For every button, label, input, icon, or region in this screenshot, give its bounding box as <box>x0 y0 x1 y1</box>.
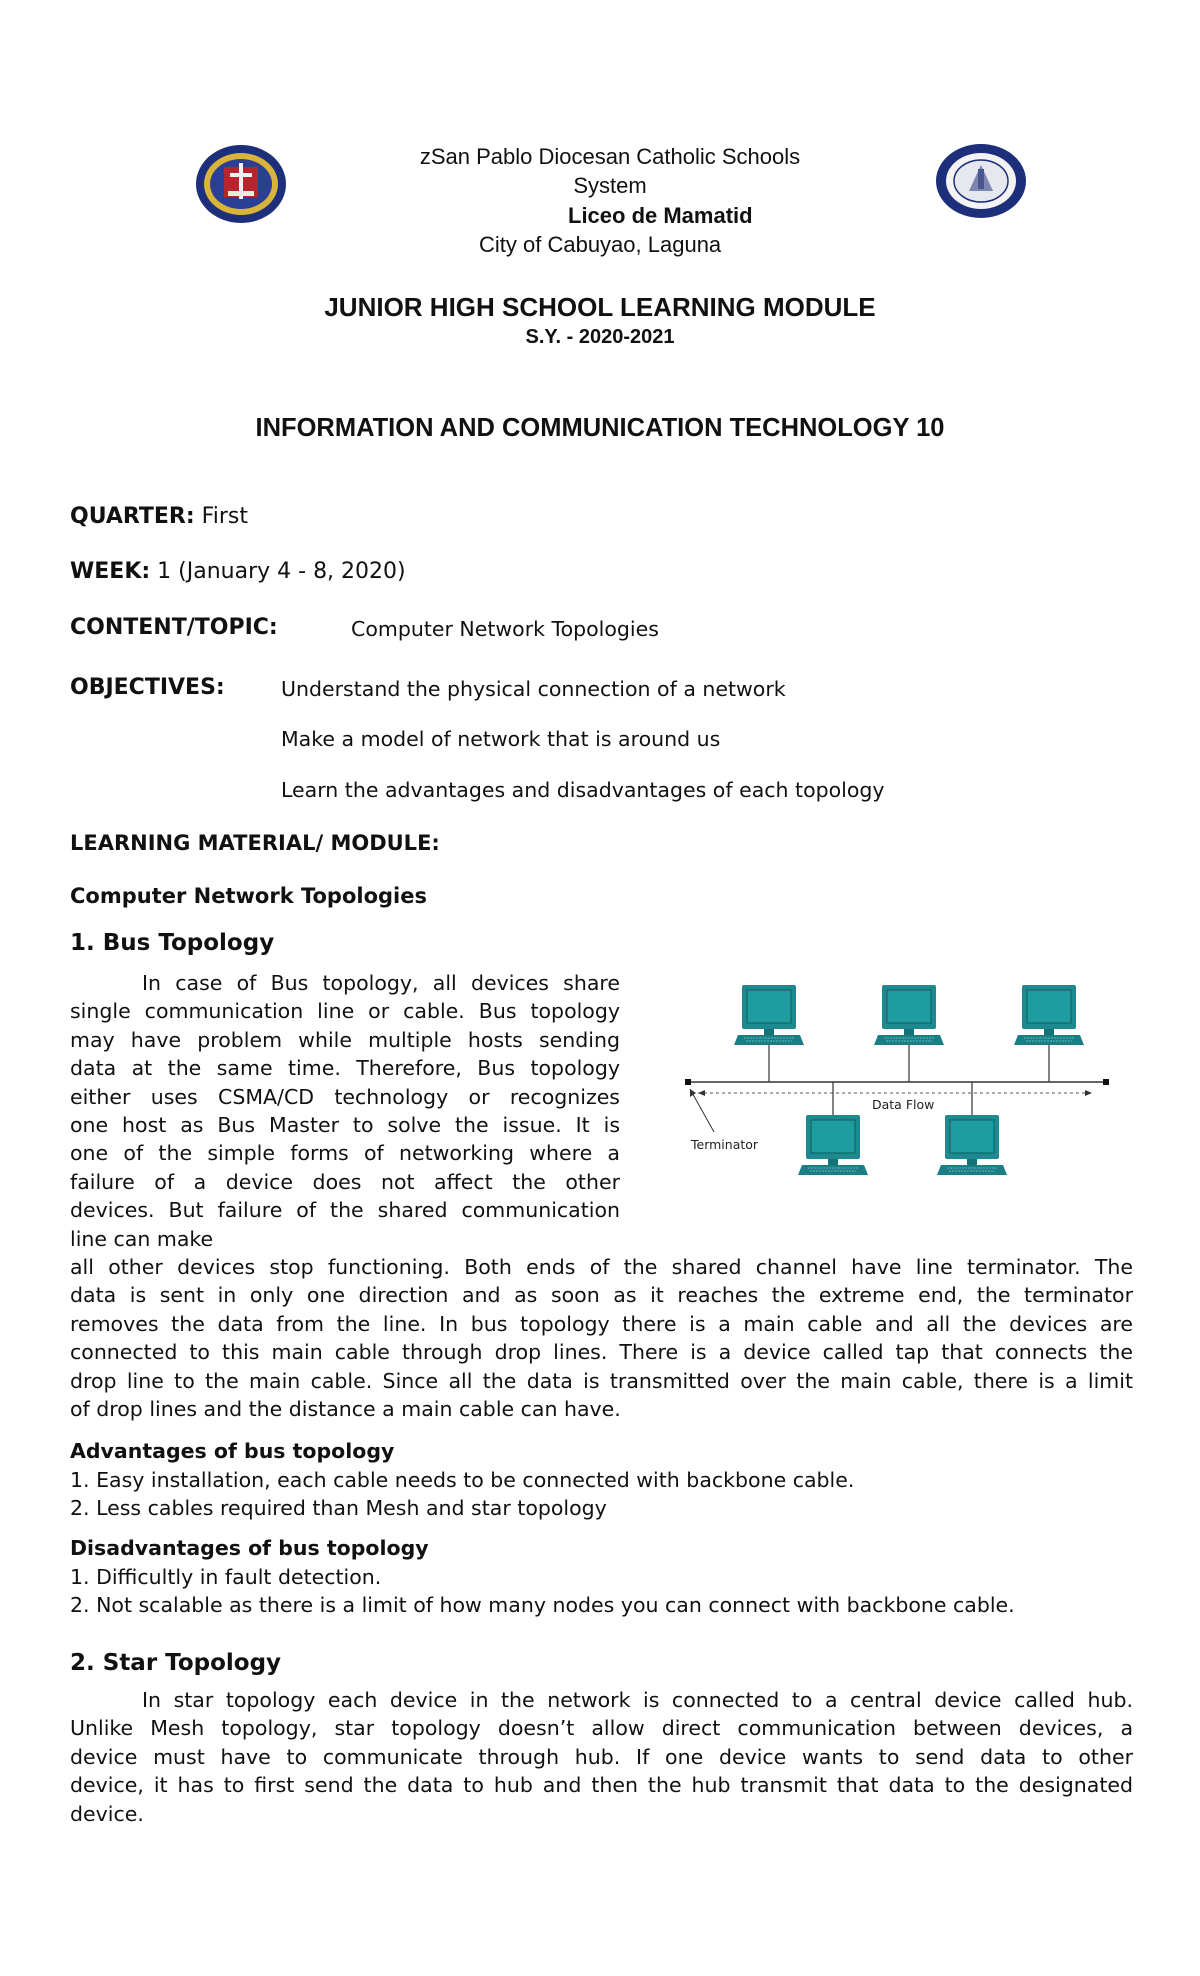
diocese-name-cont: System <box>573 173 647 198</box>
star-heading: 2. Star Topology <box>70 1650 282 1676</box>
school-name: Liceo de Mamatid <box>568 203 753 228</box>
bus-body-line: connected to this main cable through drop lines. There is a device called tap that connects the <box>70 1340 1133 1365</box>
bus-body-line: of drop lines and the distance a main cable can have. <box>70 1397 621 1422</box>
bus-intro-line: In case of Bus topology, all devices share <box>142 971 620 995</box>
left-seal <box>194 143 288 225</box>
objectives-label: OBJECTIVES: <box>70 675 225 700</box>
school-year: S.Y. - 2020-2021 <box>525 326 675 348</box>
computer-icon <box>798 1115 868 1175</box>
subject-title: INFORMATION AND COMMUNICATION TECHNOLOGY 10 <box>255 414 945 442</box>
computer-icon <box>734 985 804 1045</box>
disadvantages-heading: Disadvantages of bus topology <box>70 1536 429 1560</box>
bus-intro-line: may have problem while multiple hosts sending <box>70 1027 620 1052</box>
learning-material-heading: LEARNING MATERIAL/ MODULE: <box>70 831 440 855</box>
bus-intro-line: one of the simple forms of networking where a <box>70 1141 620 1166</box>
disadvantages-block <box>70 1534 1015 1620</box>
bus-intro-line: devices. But failure of the shared communication <box>70 1198 620 1223</box>
right-seal <box>934 143 1028 219</box>
objective-3: Learn the advantages and disadvantages of each topology <box>281 778 885 802</box>
quarter-row <box>70 504 248 529</box>
computer-icon <box>874 985 944 1045</box>
quarter-label: QUARTER: <box>70 504 195 529</box>
star-line: Unlike Mesh topology, star topology doesn’t allow direct communication between devices, a <box>70 1716 1133 1741</box>
quarter-value: First <box>201 504 248 529</box>
bus-intro-line: single communication line or cable. Bus topology <box>70 999 620 1024</box>
week-value: 1 (January 4 - 8, 2020) <box>157 559 406 584</box>
disadvantage-item: 2. Not scalable as there is a limit of how many nodes you can connect with backbone cable. <box>70 1593 1015 1617</box>
topic-label: CONTENT/TOPIC: <box>70 615 278 640</box>
bus-intro-line: either uses CSMA/CD technology or recognizes <box>70 1084 620 1109</box>
bus-topology-diagram <box>680 975 1120 1185</box>
bus-intro-line: one host as Bus Master to solve the issue. It is <box>70 1113 620 1138</box>
bus-heading: 1. Bus Topology <box>70 930 275 956</box>
terminator-label: Terminator <box>691 1137 759 1152</box>
diocese-name: zSan Pablo Diocesan Catholic Schools <box>419 144 801 169</box>
computer-icon <box>937 1115 1007 1175</box>
terminator-left <box>685 1079 691 1085</box>
star-line: device, it has to first send the data to hub and then the hub transmit that data to the designated <box>70 1773 1133 1798</box>
week-label: WEEK: <box>70 559 151 584</box>
advantages-block <box>70 1437 854 1523</box>
section-heading: Computer Network Topologies <box>70 884 427 908</box>
star-line: In star topology each device in the network is connected to a central device called hub. <box>142 1688 1133 1712</box>
terminator-right <box>1103 1079 1109 1085</box>
bus-intro-line: failure of a device does not affect the other <box>70 1169 620 1194</box>
module-title: JUNIOR HIGH SCHOOL LEARNING MODULE <box>324 292 876 322</box>
week-row <box>70 559 406 584</box>
bus-intro-line: data at the same time. Therefore, Bus topology <box>70 1056 620 1081</box>
bus-body-paragraph <box>70 1253 1133 1423</box>
bus-intro-paragraph <box>70 969 620 1253</box>
advantage-item: 2. Less cables required than Mesh and star topology <box>70 1496 607 1520</box>
bus-body-line: drop line to the main cable. Since all the data is transmitted over the main cable, there is a limit <box>70 1368 1133 1393</box>
topic-value: Computer Network Topologies <box>351 617 659 641</box>
advantages-heading: Advantages of bus topology <box>70 1439 395 1463</box>
objective-1: Understand the physical connection of a network <box>281 677 786 701</box>
school-city: City of Cabuyao, Laguna <box>479 232 722 257</box>
star-paragraph <box>70 1686 1133 1828</box>
bus-intro-line: line can make <box>70 1226 214 1251</box>
star-line: device must have to communicate through hub. If one device wants to send data to other <box>70 1744 1133 1769</box>
computer-icon <box>1014 985 1084 1045</box>
bus-body-line: removes the data from the line. In bus topology there is a main cable and all the devices are <box>70 1311 1133 1336</box>
disadvantage-item: 1. Difficultly in fault detection. <box>70 1564 382 1589</box>
star-line: device. <box>70 1801 144 1826</box>
bus-body-line: all other devices stop functioning. Both ends of the shared channel have line terminator. The <box>70 1255 1133 1279</box>
objective-2: Make a model of network that is around us <box>281 727 721 751</box>
data-flow-label: Data Flow <box>872 1097 935 1112</box>
bus-body-line: data is sent in only one direction and as soon as it reaches the extreme end, the terminator <box>70 1283 1133 1308</box>
advantage-item: 1. Easy installation, each cable needs to be connected with backbone cable. <box>70 1467 855 1492</box>
